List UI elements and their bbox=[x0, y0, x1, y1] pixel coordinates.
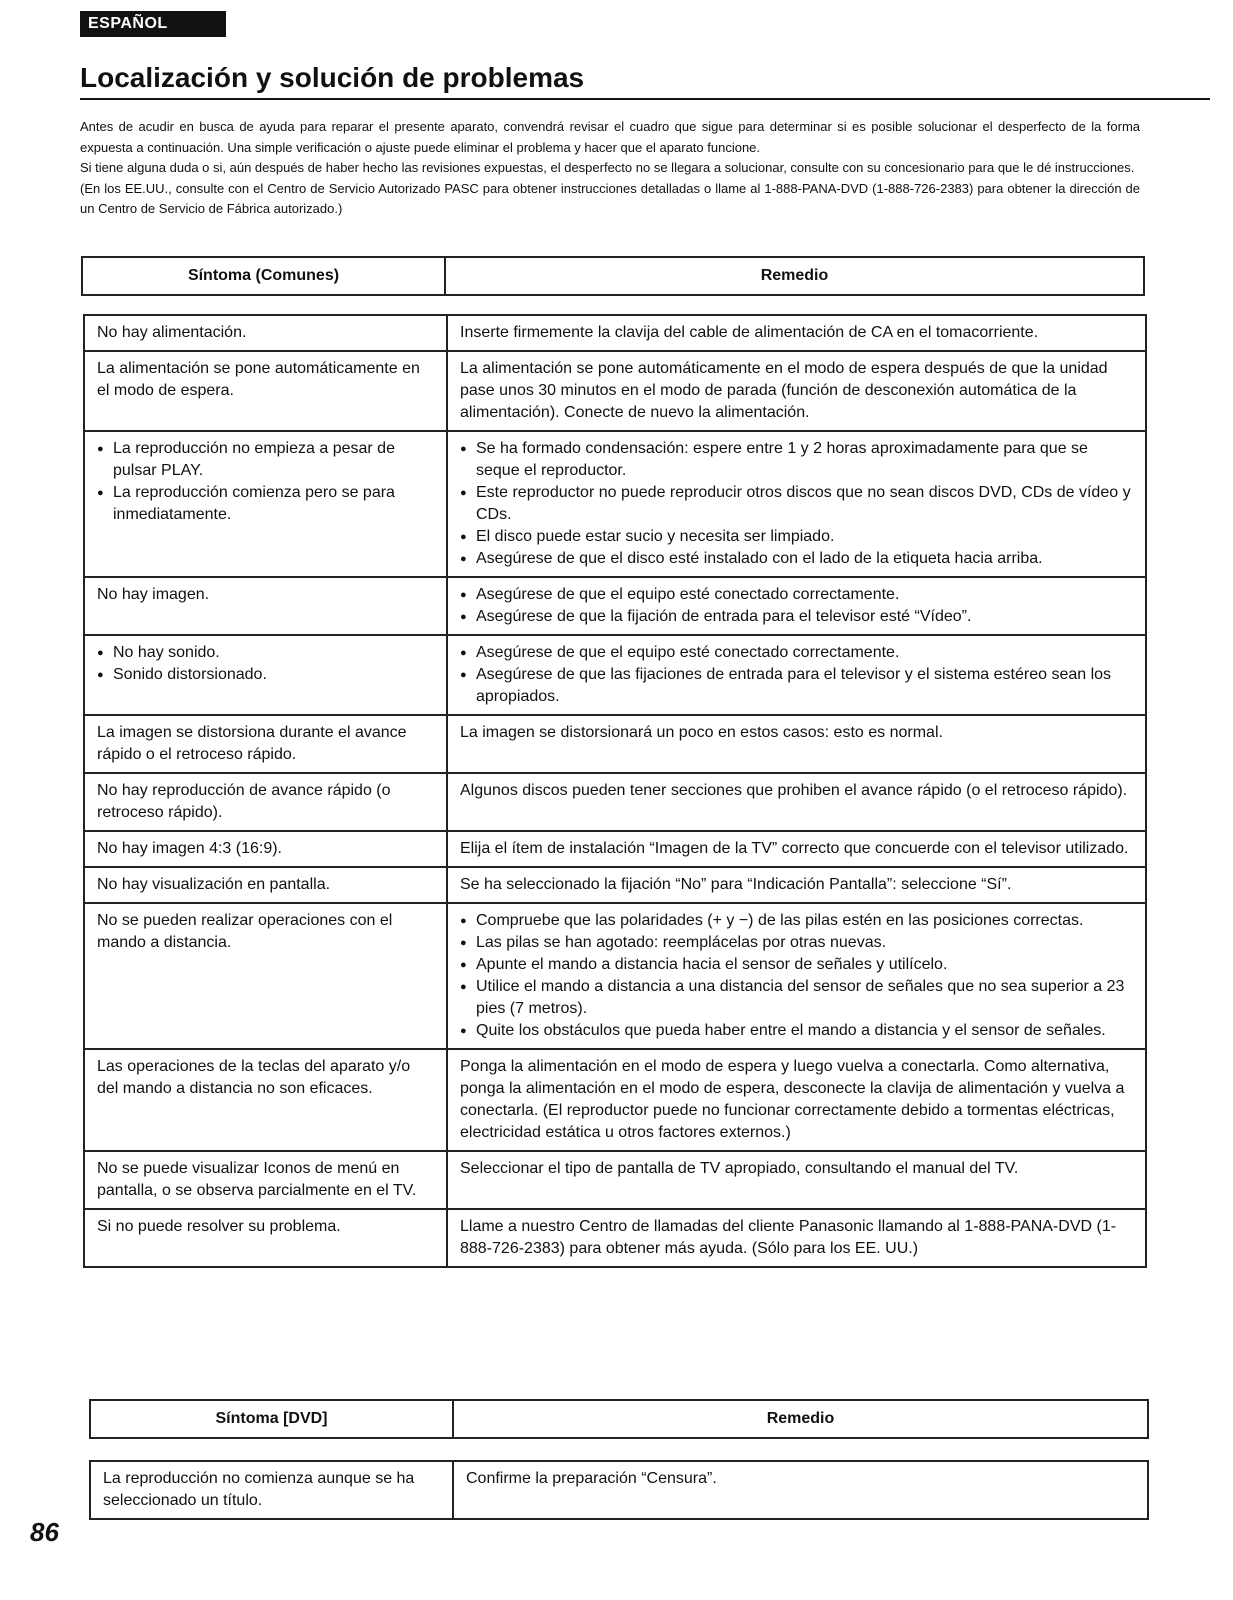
symptom-cell bbox=[84, 351, 447, 431]
bullet-item: ● Asegúrese de que el equipo esté conectado correctamente. bbox=[460, 642, 1133, 664]
table-row bbox=[84, 773, 1146, 831]
bullet-list bbox=[460, 438, 1133, 570]
bullet-item: ● El disco puede estar sucio y necesita ser limpiado. bbox=[460, 526, 1133, 548]
symptom-column-header: Síntoma (Comunes) bbox=[82, 257, 445, 295]
bullet-item: ● Utilice el mando a distancia a una distancia del sensor de señales que no sea superior a 23 pies (7 metros). bbox=[460, 976, 1133, 1020]
symptom-cell bbox=[84, 635, 447, 715]
remedy-column-header: Remedio bbox=[453, 1400, 1148, 1438]
remedy-cell bbox=[447, 431, 1146, 577]
bullet-item: ● La reproducción no empieza a pesar de pulsar PLAY. bbox=[97, 438, 434, 482]
symptom-cell bbox=[84, 315, 447, 351]
symptom-cell bbox=[84, 773, 447, 831]
symptom-text: Si no puede resolver su problema. bbox=[97, 1218, 341, 1235]
intro-text bbox=[80, 117, 1140, 220]
table-row bbox=[90, 1461, 1148, 1519]
remedy-text: Se ha seleccionado la fijación “No” para “Indicación Pantalla”: seleccione “Sí”. bbox=[460, 876, 1012, 893]
remedy-text: Llame a nuestro Centro de llamadas del cliente Panasonic llamando al 1-888-PANA-DVD (1-888-726-2383) para obtener más ayuda. (Sólo para los EE. UU.) bbox=[460, 1218, 1117, 1257]
remedy-cell bbox=[447, 577, 1146, 635]
bullet-item: ● Este reproductor no puede reproducir otros discos que no sean discos DVD, CDs de vídeo y CDs. bbox=[460, 482, 1133, 526]
table-row bbox=[84, 315, 1146, 351]
symptom-cell bbox=[84, 831, 447, 867]
page-number: 86 bbox=[30, 1517, 59, 1547]
remedy-cell bbox=[447, 1049, 1146, 1151]
table-row bbox=[84, 715, 1146, 773]
table-row bbox=[84, 431, 1146, 577]
common-troubleshooting-table bbox=[83, 314, 1147, 1268]
table-row bbox=[84, 867, 1146, 903]
remedy-cell bbox=[447, 315, 1146, 351]
symptom-text: No hay visualización en pantalla. bbox=[97, 876, 331, 893]
symptom-cell bbox=[84, 903, 447, 1049]
symptom-cell bbox=[90, 1461, 453, 1519]
symptom-cell bbox=[84, 1151, 447, 1209]
bullet-item: ● Se ha formado condensación: espere entre 1 y 2 horas aproximadamente para que se seque el reproductor. bbox=[460, 438, 1133, 482]
bullet-item: ● Compruebe que las polaridades (+ y −) de las pilas estén en las posiciones correctas. bbox=[460, 910, 1133, 932]
remedy-cell bbox=[453, 1461, 1148, 1519]
symptom-text: No hay imagen. bbox=[97, 586, 210, 603]
remedy-cell bbox=[447, 351, 1146, 431]
bullet-list bbox=[97, 642, 434, 686]
dvd-troubleshooting-table bbox=[89, 1460, 1149, 1520]
symptom-cell bbox=[84, 867, 447, 903]
dvd-table-header bbox=[89, 1399, 1149, 1439]
remedy-text: Inserte firmemente la clavija del cable de alimentación de CA en el tomacorriente. bbox=[460, 324, 1039, 341]
symptom-text: No hay imagen 4:3 (16:9). bbox=[97, 840, 282, 857]
remedy-text: La alimentación se pone automáticamente en el modo de espera después de que la unidad pase unos 30 minutos en el modo de parada (función de desconexión automática de la alimentación). Conecte de nuevo la alimentación. bbox=[460, 360, 1108, 421]
symptom-cell bbox=[84, 431, 447, 577]
bullet-item: ● Apunte el mando a distancia hacia el sensor de señales y utilícelo. bbox=[460, 954, 1133, 976]
symptom-cell bbox=[84, 1209, 447, 1267]
table-row bbox=[84, 577, 1146, 635]
bullet-item: ● Sonido distorsionado. bbox=[97, 664, 434, 686]
symptom-text: Las operaciones de la teclas del aparato y/o del mando a distancia no son eficaces. bbox=[97, 1058, 411, 1097]
intro-paragraph: Antes de acudir en busca de ayuda para reparar el presente aparato, convendrá revisar el cuadro que sigue para determinar si es posible solucionar el desperfecto de la forma expuesta a continuación. Una simple verificación o ajuste puede eliminar el problema y hacer que el aparato funcione. bbox=[80, 119, 1140, 155]
remedy-text: Confirme la preparación “Censura”. bbox=[466, 1470, 717, 1487]
table-row bbox=[84, 903, 1146, 1049]
symptom-text: No se puede visualizar Iconos de menú en pantalla, o se observa parcialmente en el TV. bbox=[97, 1160, 417, 1199]
remedy-cell bbox=[447, 867, 1146, 903]
bullet-item: ● Asegúrese de que las fijaciones de entrada para el televisor y el sistema estéreo sean los apropiados. bbox=[460, 664, 1133, 708]
remedy-text: Algunos discos pueden tener secciones que prohiben el avance rápido (o el retroceso rápido). bbox=[460, 782, 1128, 799]
symptom-column-header: Síntoma [DVD] bbox=[90, 1400, 453, 1438]
bullet-item: ● Las pilas se han agotado: reemplácelas por otras nuevas. bbox=[460, 932, 1133, 954]
bullet-item: ● Quite los obstáculos que pueda haber entre el mando a distancia y el sensor de señales. bbox=[460, 1020, 1133, 1042]
symptom-text: No hay alimentación. bbox=[97, 324, 247, 341]
bullet-item: ● Asegúrese de que la fijación de entrada para el televisor esté “Vídeo”. bbox=[460, 606, 1133, 628]
remedy-text: La imagen se distorsionará un poco en estos casos: esto es normal. bbox=[460, 724, 943, 741]
table-row bbox=[84, 1151, 1146, 1209]
intro-paragraph: (En los EE.UU., consulte con el Centro de Servicio Autorizado PASC para obtener instrucciones detalladas o llame al 1-888-PANA-DVD (1-888-726-2383) para obtener la dirección de un Centro de Servicio de Fábrica autorizado.) bbox=[80, 180, 1140, 216]
bullet-item: ● Asegúrese de que el equipo esté conectado correctamente. bbox=[460, 584, 1133, 606]
remedy-text: Seleccionar el tipo de pantalla de TV apropiado, consultando el manual del TV. bbox=[460, 1160, 1019, 1177]
language-tab: ESPAÑOL bbox=[80, 11, 226, 37]
table-row bbox=[84, 1049, 1146, 1151]
bullet-list bbox=[97, 438, 434, 526]
table-row bbox=[84, 1209, 1146, 1267]
bullet-item: ● No hay sonido. bbox=[97, 642, 434, 664]
common-table-header bbox=[81, 256, 1145, 296]
remedy-cell bbox=[447, 1151, 1146, 1209]
symptom-text: La reproducción no comienza aunque se ha seleccionado un título. bbox=[103, 1470, 415, 1509]
bullet-list bbox=[460, 642, 1133, 708]
bullet-item: ● Asegúrese de que el disco esté instalado con el lado de la etiqueta hacia arriba. bbox=[460, 548, 1133, 570]
bullet-list bbox=[460, 584, 1133, 628]
remedy-cell bbox=[447, 903, 1146, 1049]
symptom-text: No se pueden realizar operaciones con el mando a distancia. bbox=[97, 912, 393, 951]
symptom-cell bbox=[84, 577, 447, 635]
remedy-cell bbox=[447, 1209, 1146, 1267]
symptom-cell bbox=[84, 715, 447, 773]
remedy-column-header: Remedio bbox=[445, 257, 1144, 295]
remedy-text: Elija el ítem de instalación “Imagen de la TV” correcto que concuerde con el televisor utilizado. bbox=[460, 840, 1129, 857]
bullet-list bbox=[460, 910, 1133, 1042]
remedy-text: Ponga la alimentación en el modo de espera y luego vuelva a conectarla. Como alternativa, ponga la alimentación en el modo de espera, desconecte la clavija de alimentación y vuelva a conectarla. (El reproductor puede no funcionar correctamente debido a tormentas eléctricas, electricidad estática u otros factores externos.) bbox=[460, 1058, 1125, 1141]
bullet-item: ● La reproducción comienza pero se para inmediatamente. bbox=[97, 482, 434, 526]
remedy-cell bbox=[447, 831, 1146, 867]
remedy-cell bbox=[447, 773, 1146, 831]
title-rule bbox=[80, 98, 1210, 100]
symptom-text: La alimentación se pone automáticamente en el modo de espera. bbox=[97, 360, 420, 399]
table-row bbox=[84, 831, 1146, 867]
table-row bbox=[84, 635, 1146, 715]
symptom-cell bbox=[84, 1049, 447, 1151]
intro-paragraph: Si tiene alguna duda o si, aún después de haber hecho las revisiones expuestas, el desperfecto no se llegara a solucionar, consulte con su concesionario para que le dé instrucciones. bbox=[80, 160, 1135, 175]
remedy-cell bbox=[447, 715, 1146, 773]
table-row bbox=[84, 351, 1146, 431]
remedy-cell bbox=[447, 635, 1146, 715]
symptom-text: No hay reproducción de avance rápido (o retroceso rápido). bbox=[97, 782, 391, 821]
symptom-text: La imagen se distorsiona durante el avance rápido o el retroceso rápido. bbox=[97, 724, 407, 763]
page-title: Localización y solución de problemas bbox=[80, 62, 585, 93]
